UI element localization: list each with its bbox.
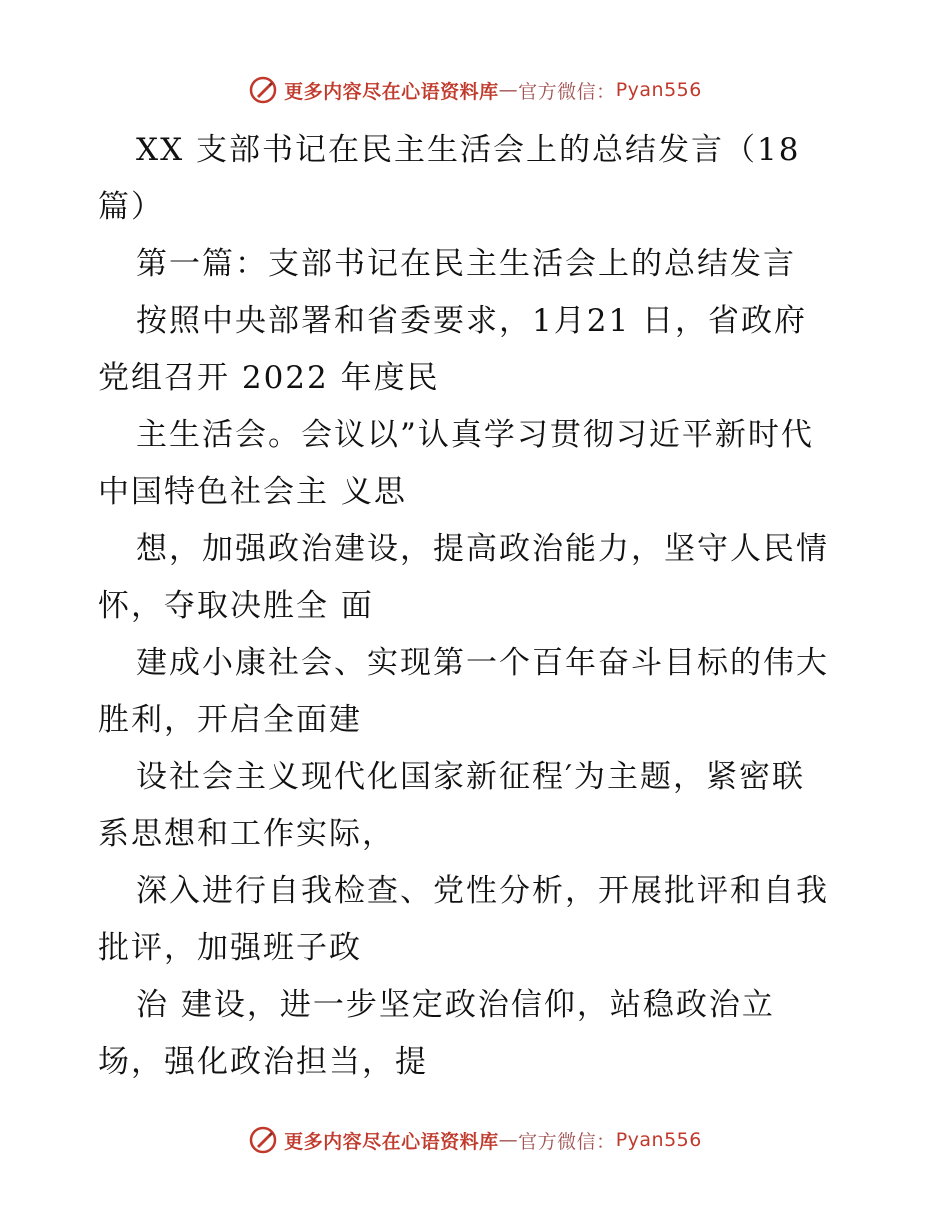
paragraph-line [98, 521, 858, 578]
paragraph-line [98, 464, 858, 521]
line-text: 场，强化政治担当，提 [98, 1044, 428, 1080]
pen-circle-icon [248, 75, 278, 105]
line-text: 按照中央部署和省委要求，1月21 日，省政府 [136, 303, 808, 339]
watermark-handle: Pyan556 [615, 79, 702, 101]
line-text: 主生活会。会议以”认真学习贯彻习近平新时代 [136, 417, 814, 453]
paragraph-line [98, 692, 858, 749]
line-text: 批评，加强班子政 [98, 930, 362, 966]
watermark-separator: — [498, 79, 519, 101]
line-text: 胜利，开启全面建 [98, 702, 362, 738]
line-text: 第一篇：支部书记在民主生活会上的总结发言 [136, 246, 796, 282]
document-title-cont [98, 179, 858, 236]
paragraph-line [98, 806, 858, 863]
watermark-prefix: 更多内容尽在心语资料库 [284, 80, 499, 103]
paragraph-line [98, 236, 858, 293]
line-text: 设社会主义现代化国家新征程′为主题，紧密联 [136, 759, 806, 795]
watermark-header [0, 70, 950, 110]
line-text: 想，加强政治建设，提高政治能力，坚守人民情 [136, 531, 829, 567]
watermark-official: 官方微信： [518, 1130, 616, 1153]
watermark-separator: — [498, 1129, 519, 1151]
paragraph-line [98, 977, 858, 1034]
watermark-footer [0, 1120, 950, 1160]
paragraph-line [98, 350, 858, 407]
watermark-handle: Pyan556 [615, 1129, 702, 1151]
watermark-prefix: 更多内容尽在心语资料库 [284, 1130, 499, 1153]
watermark-official: 官方微信： [518, 80, 616, 103]
line-text: 系思想和工作实际， [98, 816, 395, 852]
line-text: 中国特色社会主 义思 [98, 474, 407, 510]
paragraph-line [98, 635, 858, 692]
title-line-2: 篇） [98, 189, 164, 225]
paragraph-line [98, 920, 858, 977]
line-text: 建成小康社会、实现第一个百年奋斗目标的伟大 [136, 645, 829, 681]
paragraph-line [98, 1034, 858, 1091]
paragraph-line [98, 293, 858, 350]
line-text: 治 建设，进一步坚定政治信仰，站稳政治立 [136, 987, 775, 1023]
line-text: 深入进行自我检查、党性分析，开展批评和自我 [136, 873, 829, 909]
line-text: 怀，夺取决胜全 面 [98, 588, 374, 624]
document-title [98, 122, 858, 179]
paragraph-line [98, 749, 858, 806]
pen-circle-icon [248, 1125, 278, 1155]
paragraph-line [98, 578, 858, 635]
title-line-1: XX 支部书记在民主生活会上的总结发言（18 [136, 132, 801, 168]
line-text: 党组召开 2022 年度民 [98, 360, 440, 396]
paragraph-line [98, 407, 858, 464]
paragraph-line [98, 863, 858, 920]
document-body [98, 122, 858, 1091]
